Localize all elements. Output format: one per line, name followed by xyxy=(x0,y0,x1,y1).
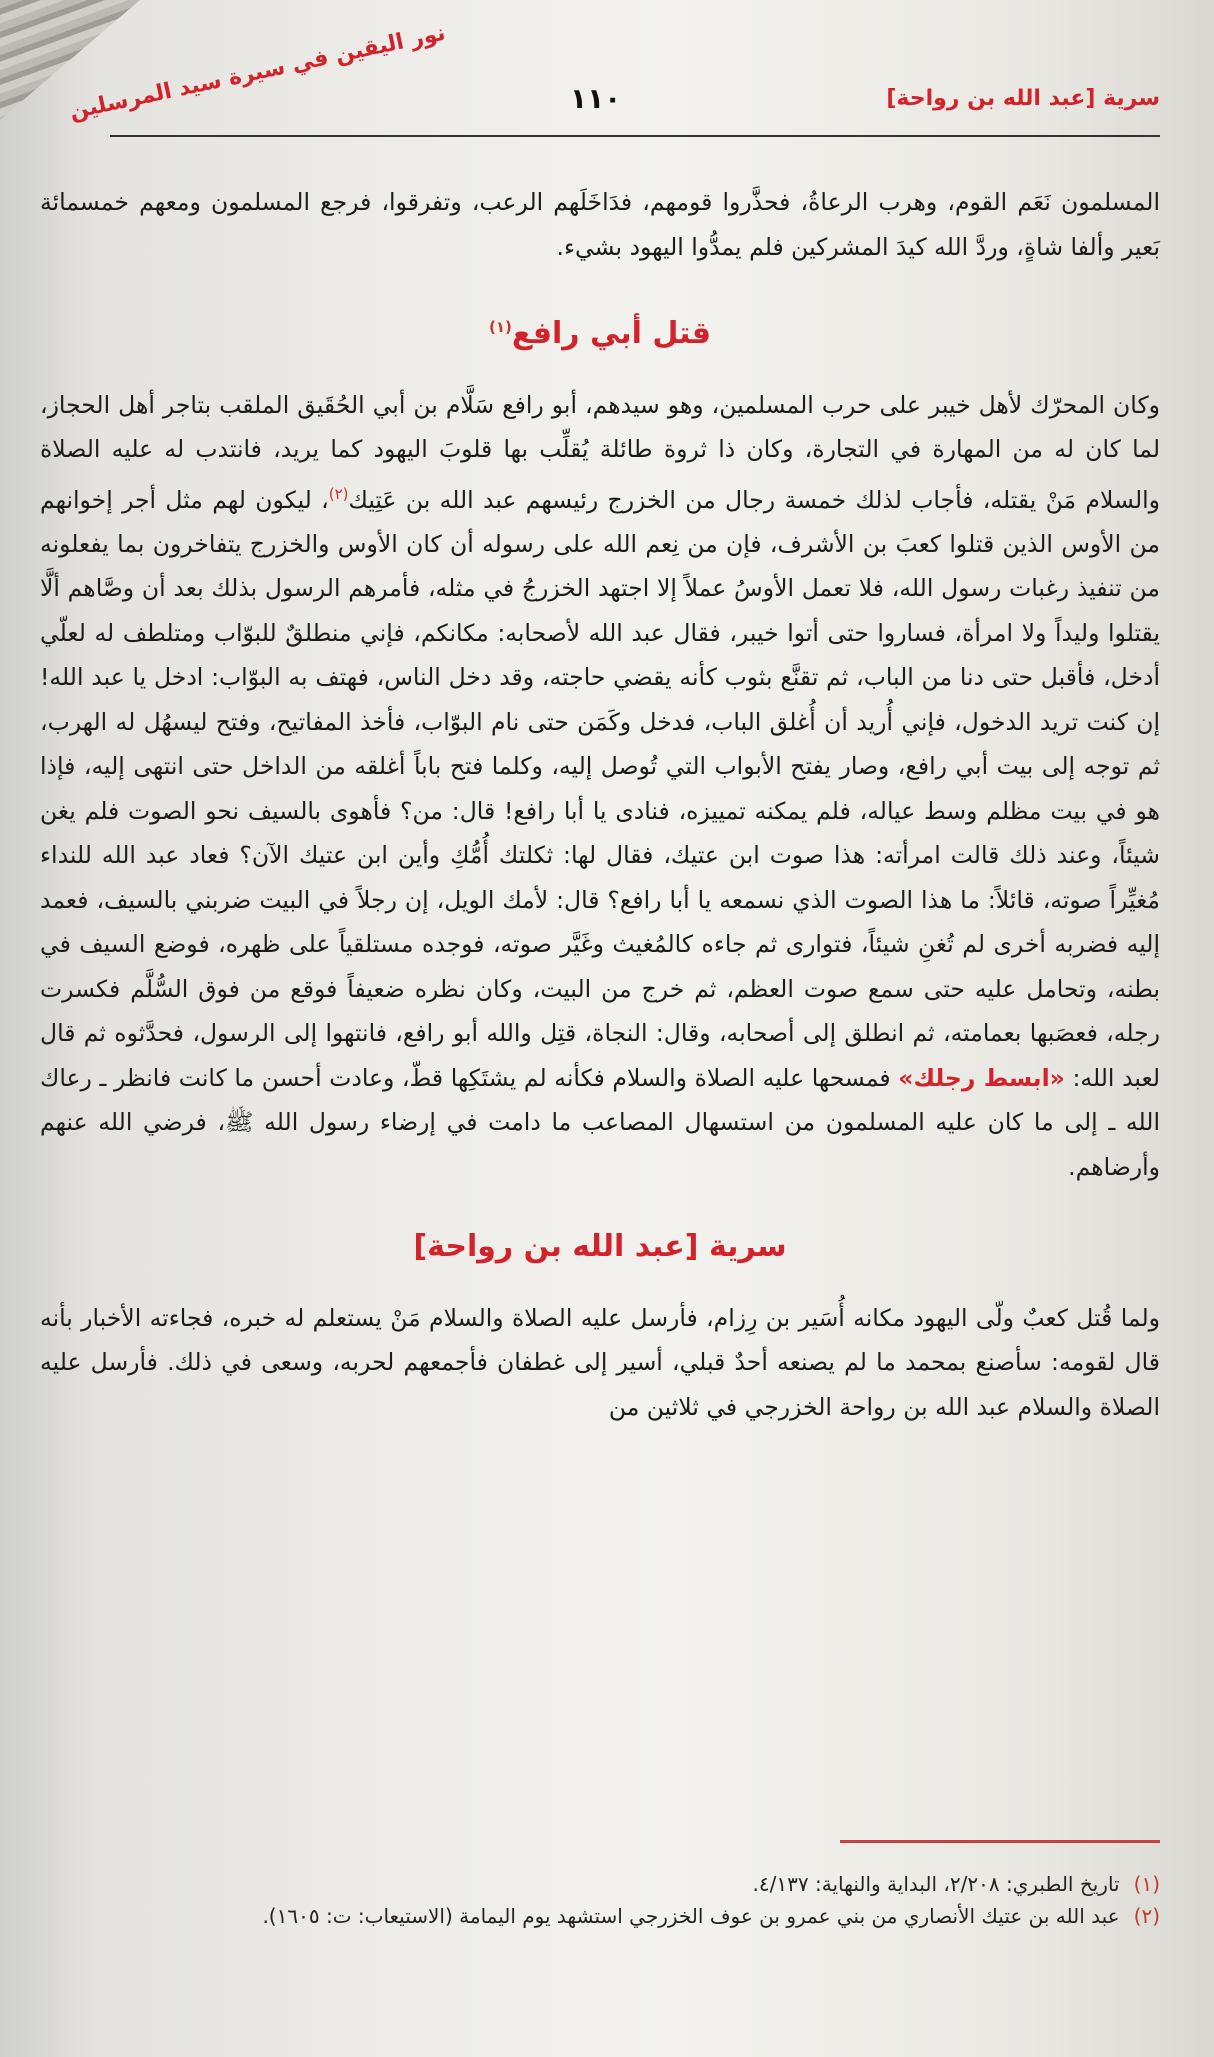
section-heading-abu-rafi xyxy=(40,305,1160,357)
footnotes xyxy=(40,1868,1160,1932)
main-text xyxy=(40,180,1160,1429)
ibn-rawaha-paragraph: ولما قُتل كعبٌ ولّى اليهود مكانه أُسَير بن رِزام، فأرسل عليه الصلاة والسلام مَنْ يستعلم له خبره، فجاءته الأخبار بأنه قال لقومه: سأصنع بمحمد ما لم يصنعه أحدٌ قبلي، أسير إلى غطفان فأجمعهم لحربه، وسعى في ذلك. فأرسل عليه الصلاة والسلام عبد الله بن رواحة الخزرجي في ثلاثين من xyxy=(40,1303,1160,1421)
running-title-book: نور اليقين في سيرة سيد المرسلين xyxy=(67,20,448,125)
paragraph-text: فمسحها عليه الصلاة والسلام فكأنه لم يشتَكِها قطّ، وعادت أحسن ما كانت فانظر ـ رعاك الله ـ إلى ما كان عليه المسلمون من استسهال المصاعب ما دامت في إرضاء رسول الله ﷺ، فرضي الله عنهم وأرضاهم. xyxy=(40,1063,1160,1181)
footnote-text: تاريخ الطبري: ٢/٢٠٨، البداية والنهاية: ٤/١٣٧. xyxy=(752,1872,1120,1896)
book-page xyxy=(40,0,1160,2057)
footnote-ref-2[interactable]: (٢) xyxy=(328,484,349,503)
section-heading-ibn-rawaha: سرية [عبد الله بن رواحة] xyxy=(413,1229,787,1265)
paragraph-text: ، ليكون لهم مثل أجر إخوانهم من الأوس الذين قتلوا كعبَ بن الأشرف، فإن من نِعم الله على رسوله أن كان الأوس والخزرج يتفاخرون بما يفعلونه من تنفيذ رغبات رسول الله، فلا تعمل الأوسُ عملاً إلا اجتهد الخزرجُ في مثله، فأمرهم الرسول بذلك بعد أن وصَّاهم ألَّا يقتلوا وليداً ولا امرأة، فساروا حتى أتوا خيبر، فقال عبد الله لأصحابه: مكانكم، فإني منطلقٌ للبوّاب ومتلطف له لعلّي أدخل، فأقبل حتى دنا من الباب، ثم تقنَّع بثوب كأنه يقضي حاجته، وقد دخل الناس، فهتف به البوّاب: ادخل يا عبد الله! إن كنت تريد الدخول، فإني أُريد أن أُغلق الباب، فدخل وكَمَن حتى نام البوّاب، فأخذ المفاتيح، وفتح ليسهُل له الهرب، ثم توجه إلى بيت أبي رافع، وصار يفتح الأبواب التي تُوصل إليه، وكلما فتح باباً أغلقه من الداخل حتى انتهى إليه، فإذا هو في بيت مظلم وسط عياله، فلم يمكنه تمييزه، فنادى يا أبا رافع! قال: من؟ فأهوى بالسيف نحو الصوت فلم يغن شيئاً، وعند ذلك قالت امرأته: هذا صوت ابن عتيك، فقال لها: ثكلتك أُمُّكِ وأين ابن عتيك الآن؟ فعاد عبد الله للنداء مُغيِّراً صوته، قائلاً: ما هذا الصوت الذي نسمعه يا أبا رافع؟ قال: لأمك الويل، إن رجلاً في البيت ضربني بالسيف، فعمد إليه فضربه أخرى لم تُغنِ شيئاً، فتوارى ثم جاءه كالمُغيث وغَيَّر صوته، فوجده مستلقياً على ظهره، فوضع السيف في بطنه، وتحامل عليه حتى سمع صوت العظم، ثم خرج من البيت، وكان نظره ضعيفاً فوقع من فوق السُّلَّم فكسرت رجله، فعصَبها بعمامته، ثم انطلق إلى أصحابه، وقال: النجاة، قتِل والله أبو رافع، فانتهوا إلى الرسول، فحدَّثوه ثم قال لعبد الله: xyxy=(40,485,1160,1092)
paragraph-text: وكان المحرّك لأهل خيبر على حرب المسلمين، وهو سيدهم، أبو رافع سَلَّام بن أبي الحُقَيق الملقب بتاجر أهل الحجاز، لما كان له من المهارة في التجارة، وكان ذا ثروة طائلة يُقلِّب بها قلوبَ اليهود كما يريد، فانتدب له عليه الصلاة والسلام مَنْ يقتله، فأجاب لذلك خمسة رجال من الخزرج رئيسهم عبد الله بن عَتِيك xyxy=(40,390,1160,514)
prophet-quote: «ابسط رجلك» xyxy=(898,1063,1065,1092)
footnote-number: (١) xyxy=(1133,1872,1160,1896)
running-title-chapter: سرية [عبد الله بن رواحة] xyxy=(886,86,1160,111)
intro-paragraph: المسلمون نَعَم القوم، وهرب الرعاةُ، فحذَّروا قومهم، فدَاخَلَهم الرعب، وتفرقوا، فرجع المسلمون ومعهم خمسمائة بَعير وألفا شاةٍ، وردَّ الله كيدَ المشركين فلم يمدُّوا اليهود بشيء. xyxy=(40,188,1160,261)
page-number: ١١٠ xyxy=(570,82,622,115)
abu-rafi-paragraph xyxy=(40,383,1160,1190)
header-rule xyxy=(110,135,1160,137)
footnote-rule xyxy=(840,1840,1160,1843)
section-title: قتل أبي رافع xyxy=(511,316,712,351)
footnote-2 xyxy=(40,1900,1160,1932)
footnote-text: عبد الله بن عتيك الأنصاري من بني عمرو بن عوف الخزرجي استشهد يوم اليمامة (الاستيعاب: ت: ١٦٠٥). xyxy=(262,1904,1120,1928)
page-header xyxy=(40,20,1160,126)
footnote-number: (٢) xyxy=(1133,1904,1160,1928)
footnote-ref-1[interactable]: (١) xyxy=(488,318,512,336)
footnote-1 xyxy=(40,1868,1160,1900)
